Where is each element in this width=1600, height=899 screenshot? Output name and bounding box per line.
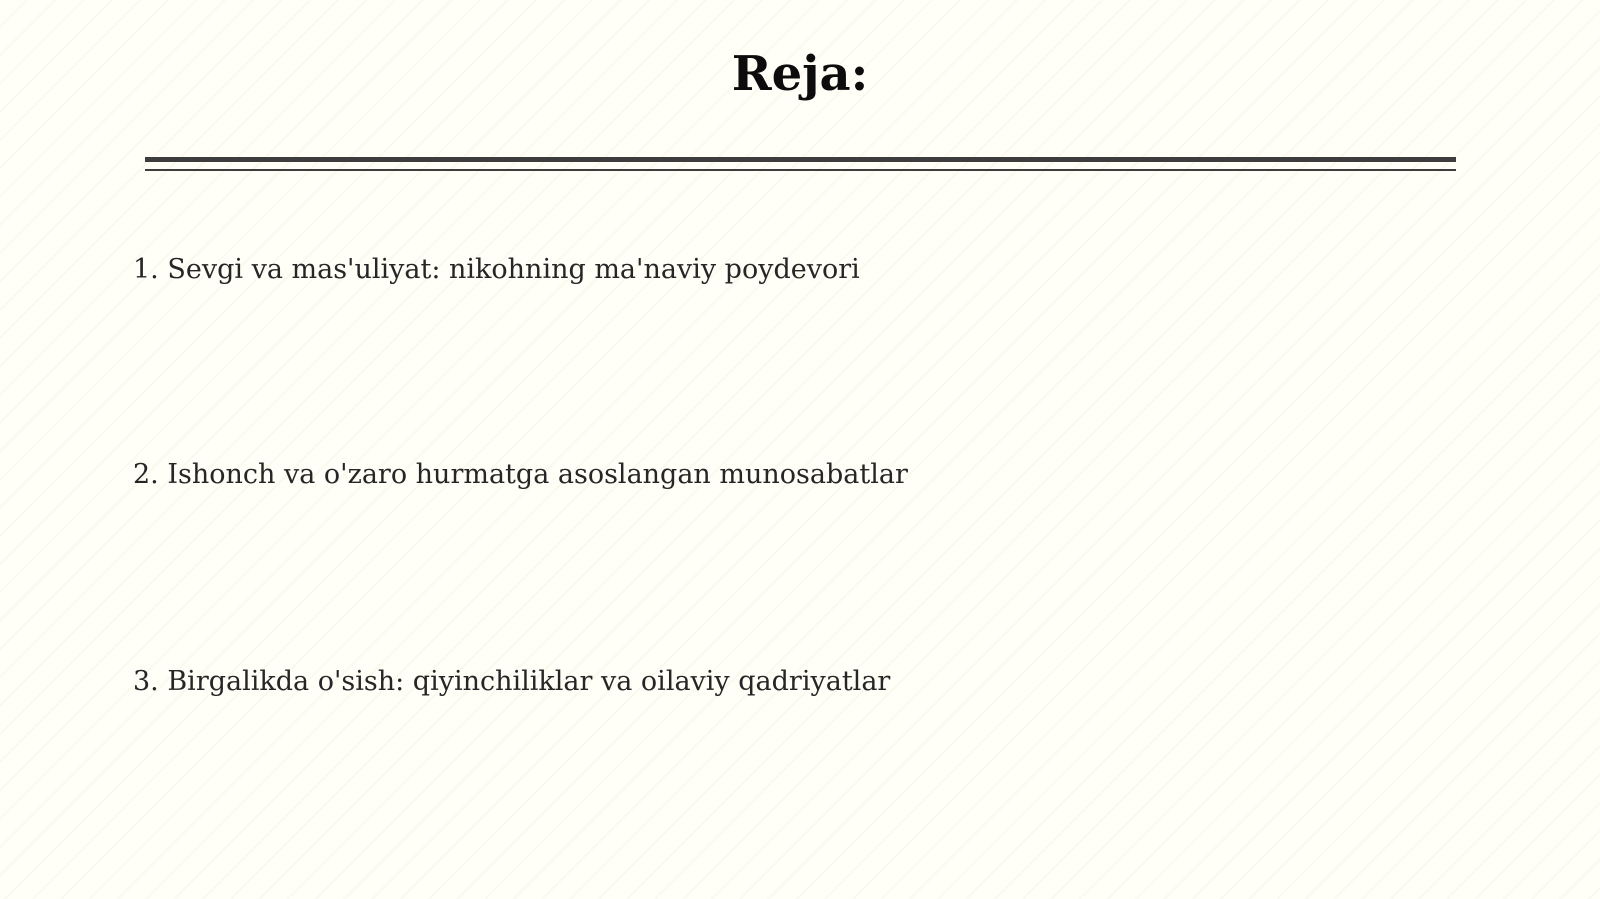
plan-item-2: 2. Ishonch va o'zaro hurmatga asoslangan munosabatlar [133,459,908,490]
title-divider-thin [145,169,1456,171]
plan-item-3: 3. Birgalikda o'sish: qiyinchiliklar va oilaviy qadriyatlar [133,666,891,697]
title-divider-thick [145,157,1456,162]
plan-item-1: 1. Sevgi va mas'uliyat: nikohning ma'naviy poydevori [133,254,860,285]
slide-title: Reja: [731,46,869,102]
